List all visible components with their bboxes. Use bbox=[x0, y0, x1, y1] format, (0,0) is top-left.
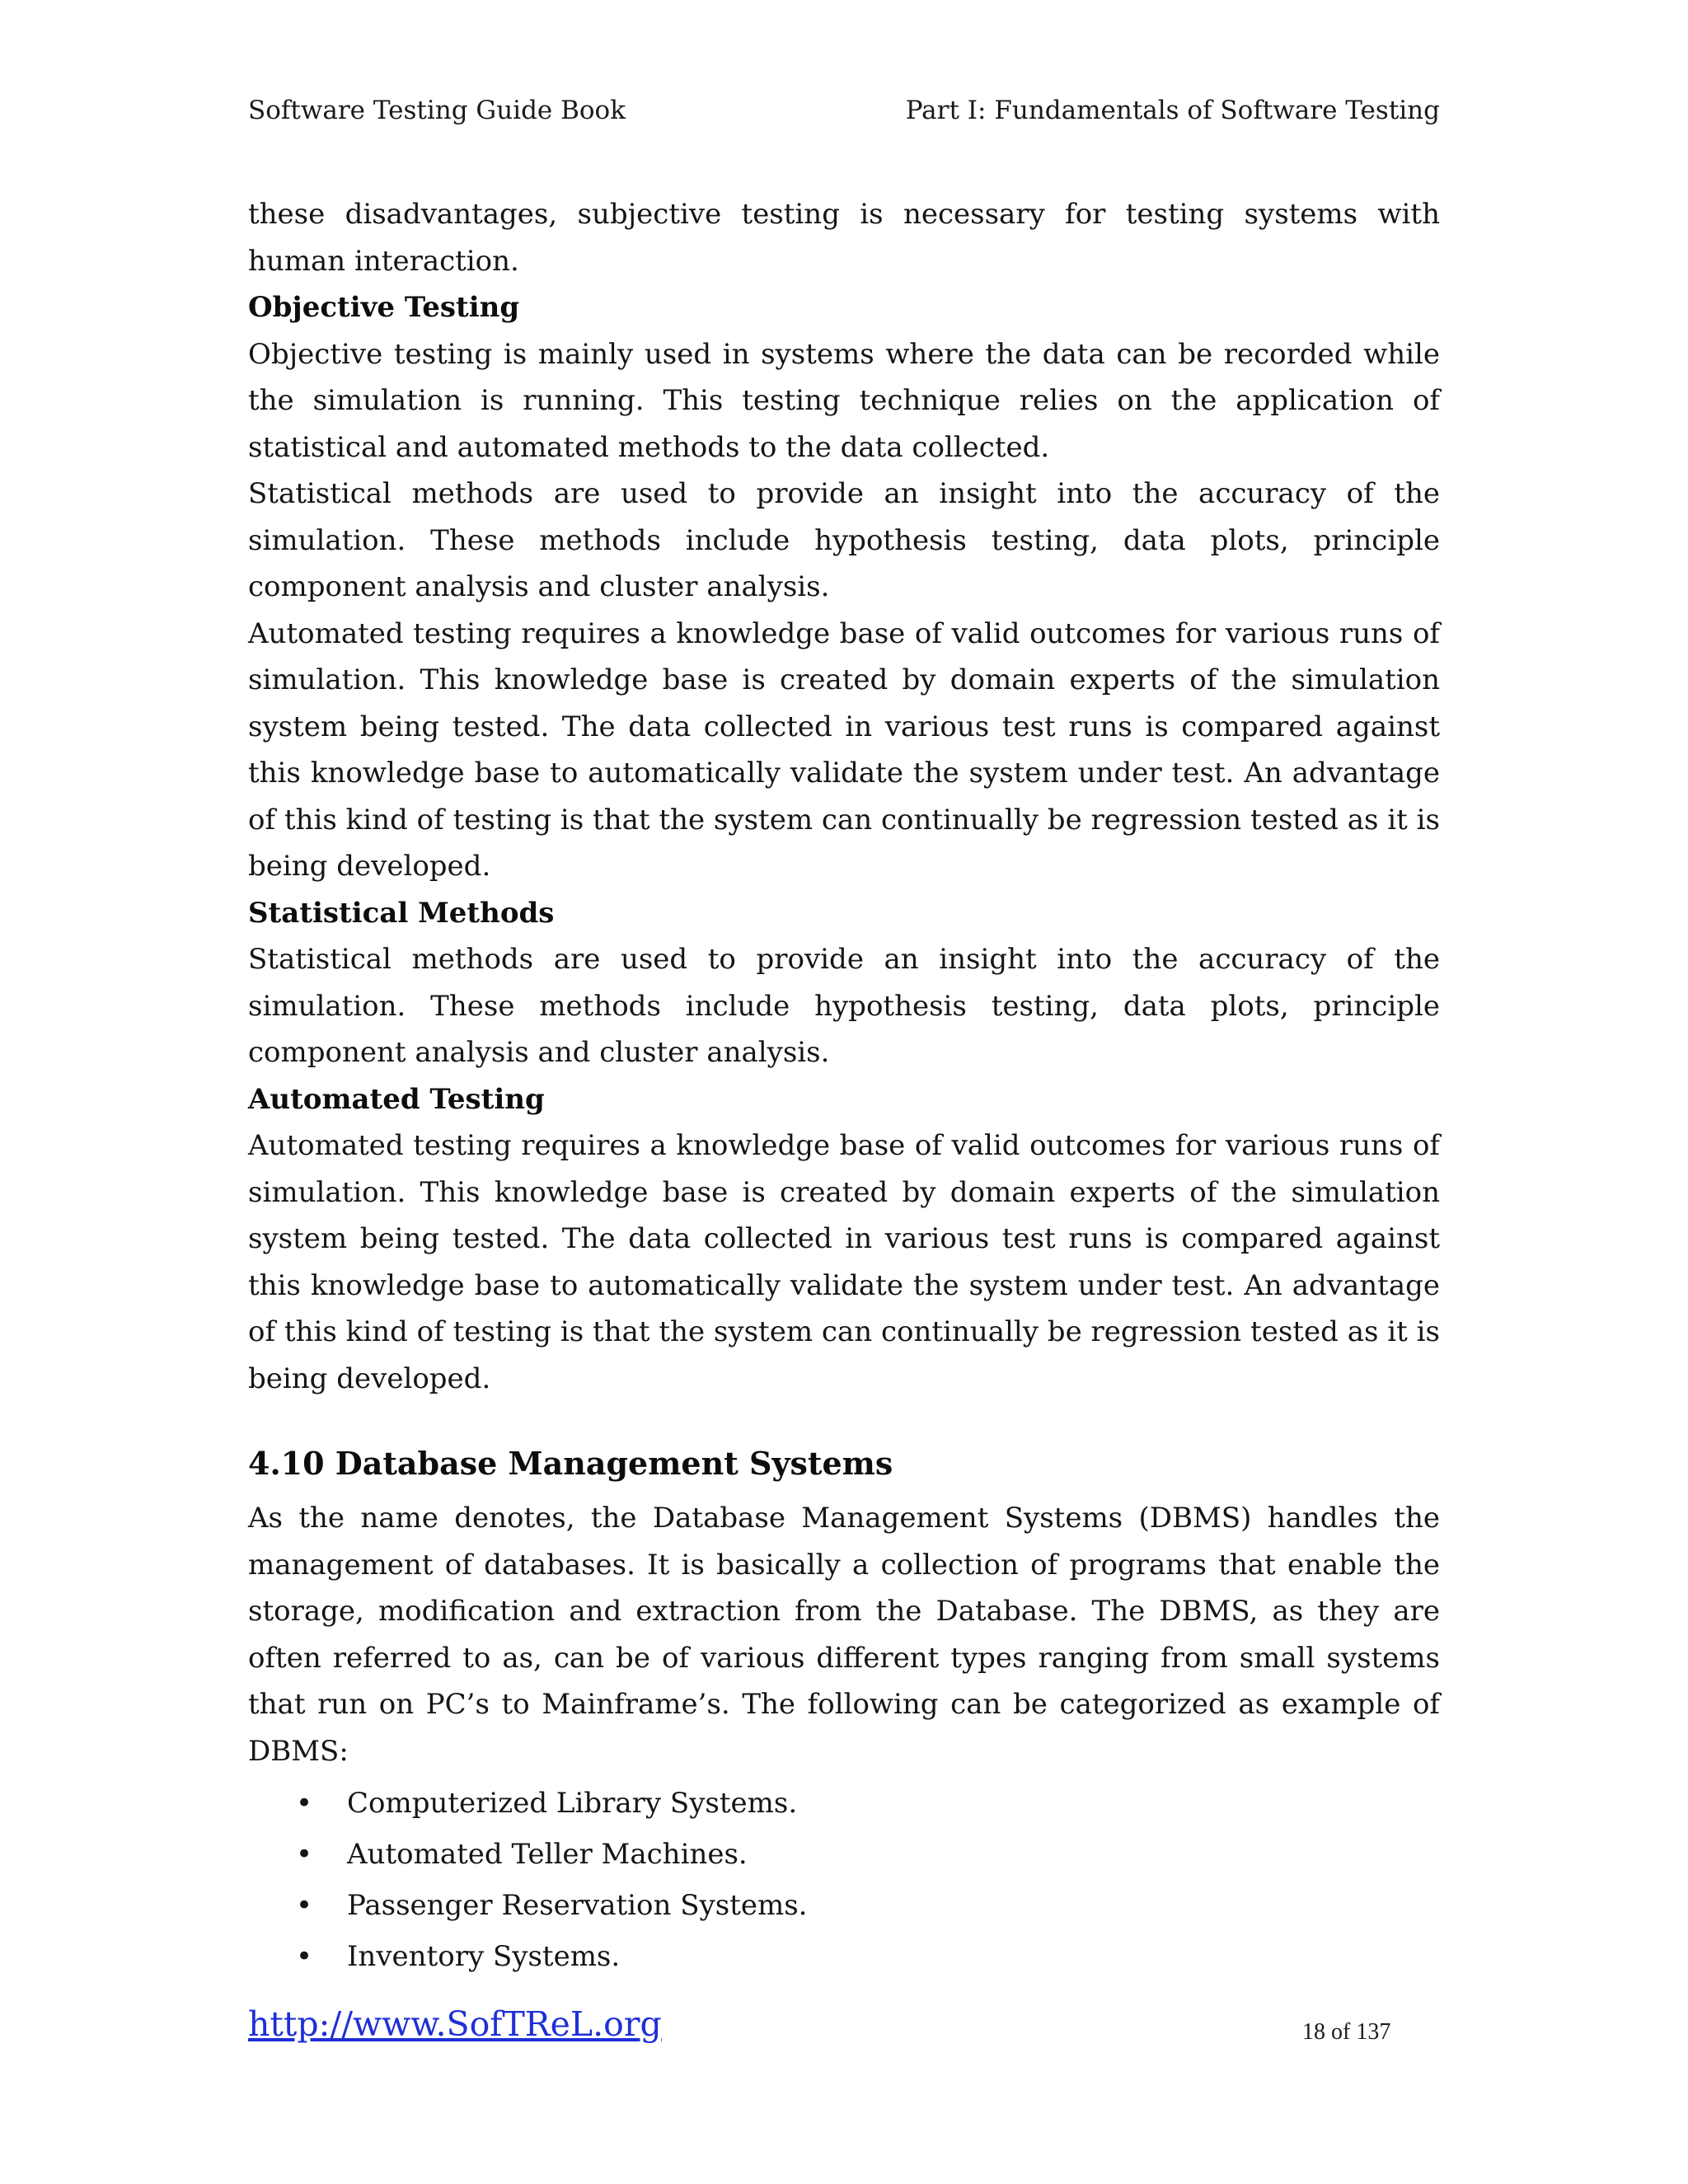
statistical-methods-paragraph: Statistical methods are used to provide an insight into the accuracy of the simulation. These methods include hypothesis testing, data plots, principle component analysis and cluster analysis. bbox=[248, 943, 1440, 1069]
list-item-text: Passenger Reservation Systems. bbox=[347, 1889, 808, 1922]
list-item bbox=[248, 1778, 1440, 1829]
section-title: 4.10 Database Management Systems bbox=[248, 1445, 893, 1482]
bullet-icon: • bbox=[296, 1940, 313, 1973]
intro-paragraph: these disadvantages, subjective testing is necessary for testing systems with human interaction. bbox=[248, 198, 1440, 278]
list-item bbox=[248, 1829, 1440, 1880]
bullet-icon: • bbox=[296, 1889, 313, 1922]
list-item-text: Inventory Systems. bbox=[347, 1940, 621, 1973]
objective-testing-heading: Objective Testing bbox=[248, 291, 520, 324]
automated-summary-paragraph: Automated testing requires a knowledge base of valid outcomes for various runs of simulation. This knowledge base is created by domain experts of the simulation system being tested. The data collected in various test runs is compared against this knowledge base to automatically validate the system under test. An advantage of this kind of testing is that the system can continually be regression tested as it is being developed. bbox=[248, 616, 1440, 883]
header-part-title: Part I: Fundamentals of Software Testing bbox=[905, 96, 1440, 125]
automated-testing-paragraph: Automated testing requires a knowledge base of valid outcomes for various runs of simulation. This knowledge base is created by domain experts of the simulation system being tested. The data collected in various test runs is compared against this knowledge base to automatically validate the system under test. An advantage of this kind of testing is that the system can continually be regression tested as it is being developed. bbox=[248, 1129, 1440, 1395]
bullet-icon: • bbox=[296, 1838, 313, 1871]
bullet-icon: • bbox=[296, 1787, 313, 1820]
page-header bbox=[248, 96, 1440, 132]
statistical-summary-paragraph: Statistical methods are used to provide an insight into the accuracy of the simulation. These methods include hypothesis testing, data plots, principle component analysis and cluster analysis. bbox=[248, 477, 1440, 603]
list-item-text: Computerized Library Systems. bbox=[347, 1787, 798, 1820]
list-item bbox=[248, 1880, 1440, 1931]
page-body bbox=[248, 191, 1440, 1982]
dbms-examples-list bbox=[248, 1778, 1440, 1982]
page-number: 18 of 137 bbox=[1302, 2019, 1391, 2045]
statistical-methods-heading: Statistical Methods bbox=[248, 896, 555, 930]
list-item-text: Automated Teller Machines. bbox=[347, 1838, 748, 1871]
footer-website-link[interactable]: http://www.SofTReL.org bbox=[248, 2004, 662, 2044]
automated-testing-heading: Automated Testing bbox=[248, 1082, 545, 1116]
list-item bbox=[248, 1931, 1440, 1982]
objective-testing-paragraph: Objective testing is mainly used in systems where the data can be recorded while the simulation is running. This testing technique relies on the application of statistical and automated methods to the data collected. bbox=[248, 337, 1440, 464]
dbms-paragraph: As the name denotes, the Database Management Systems (DBMS) handles the management of databases. It is basically a collection of programs that enable the storage, modification and extraction from the Database. The DBMS, as they are often referred to as, can be of various different types ranging from small systems that run on PC’s to Mainframe’s. The following can be categorized as example of DBMS: bbox=[248, 1502, 1440, 1768]
header-book-title: Software Testing Guide Book bbox=[248, 96, 626, 125]
